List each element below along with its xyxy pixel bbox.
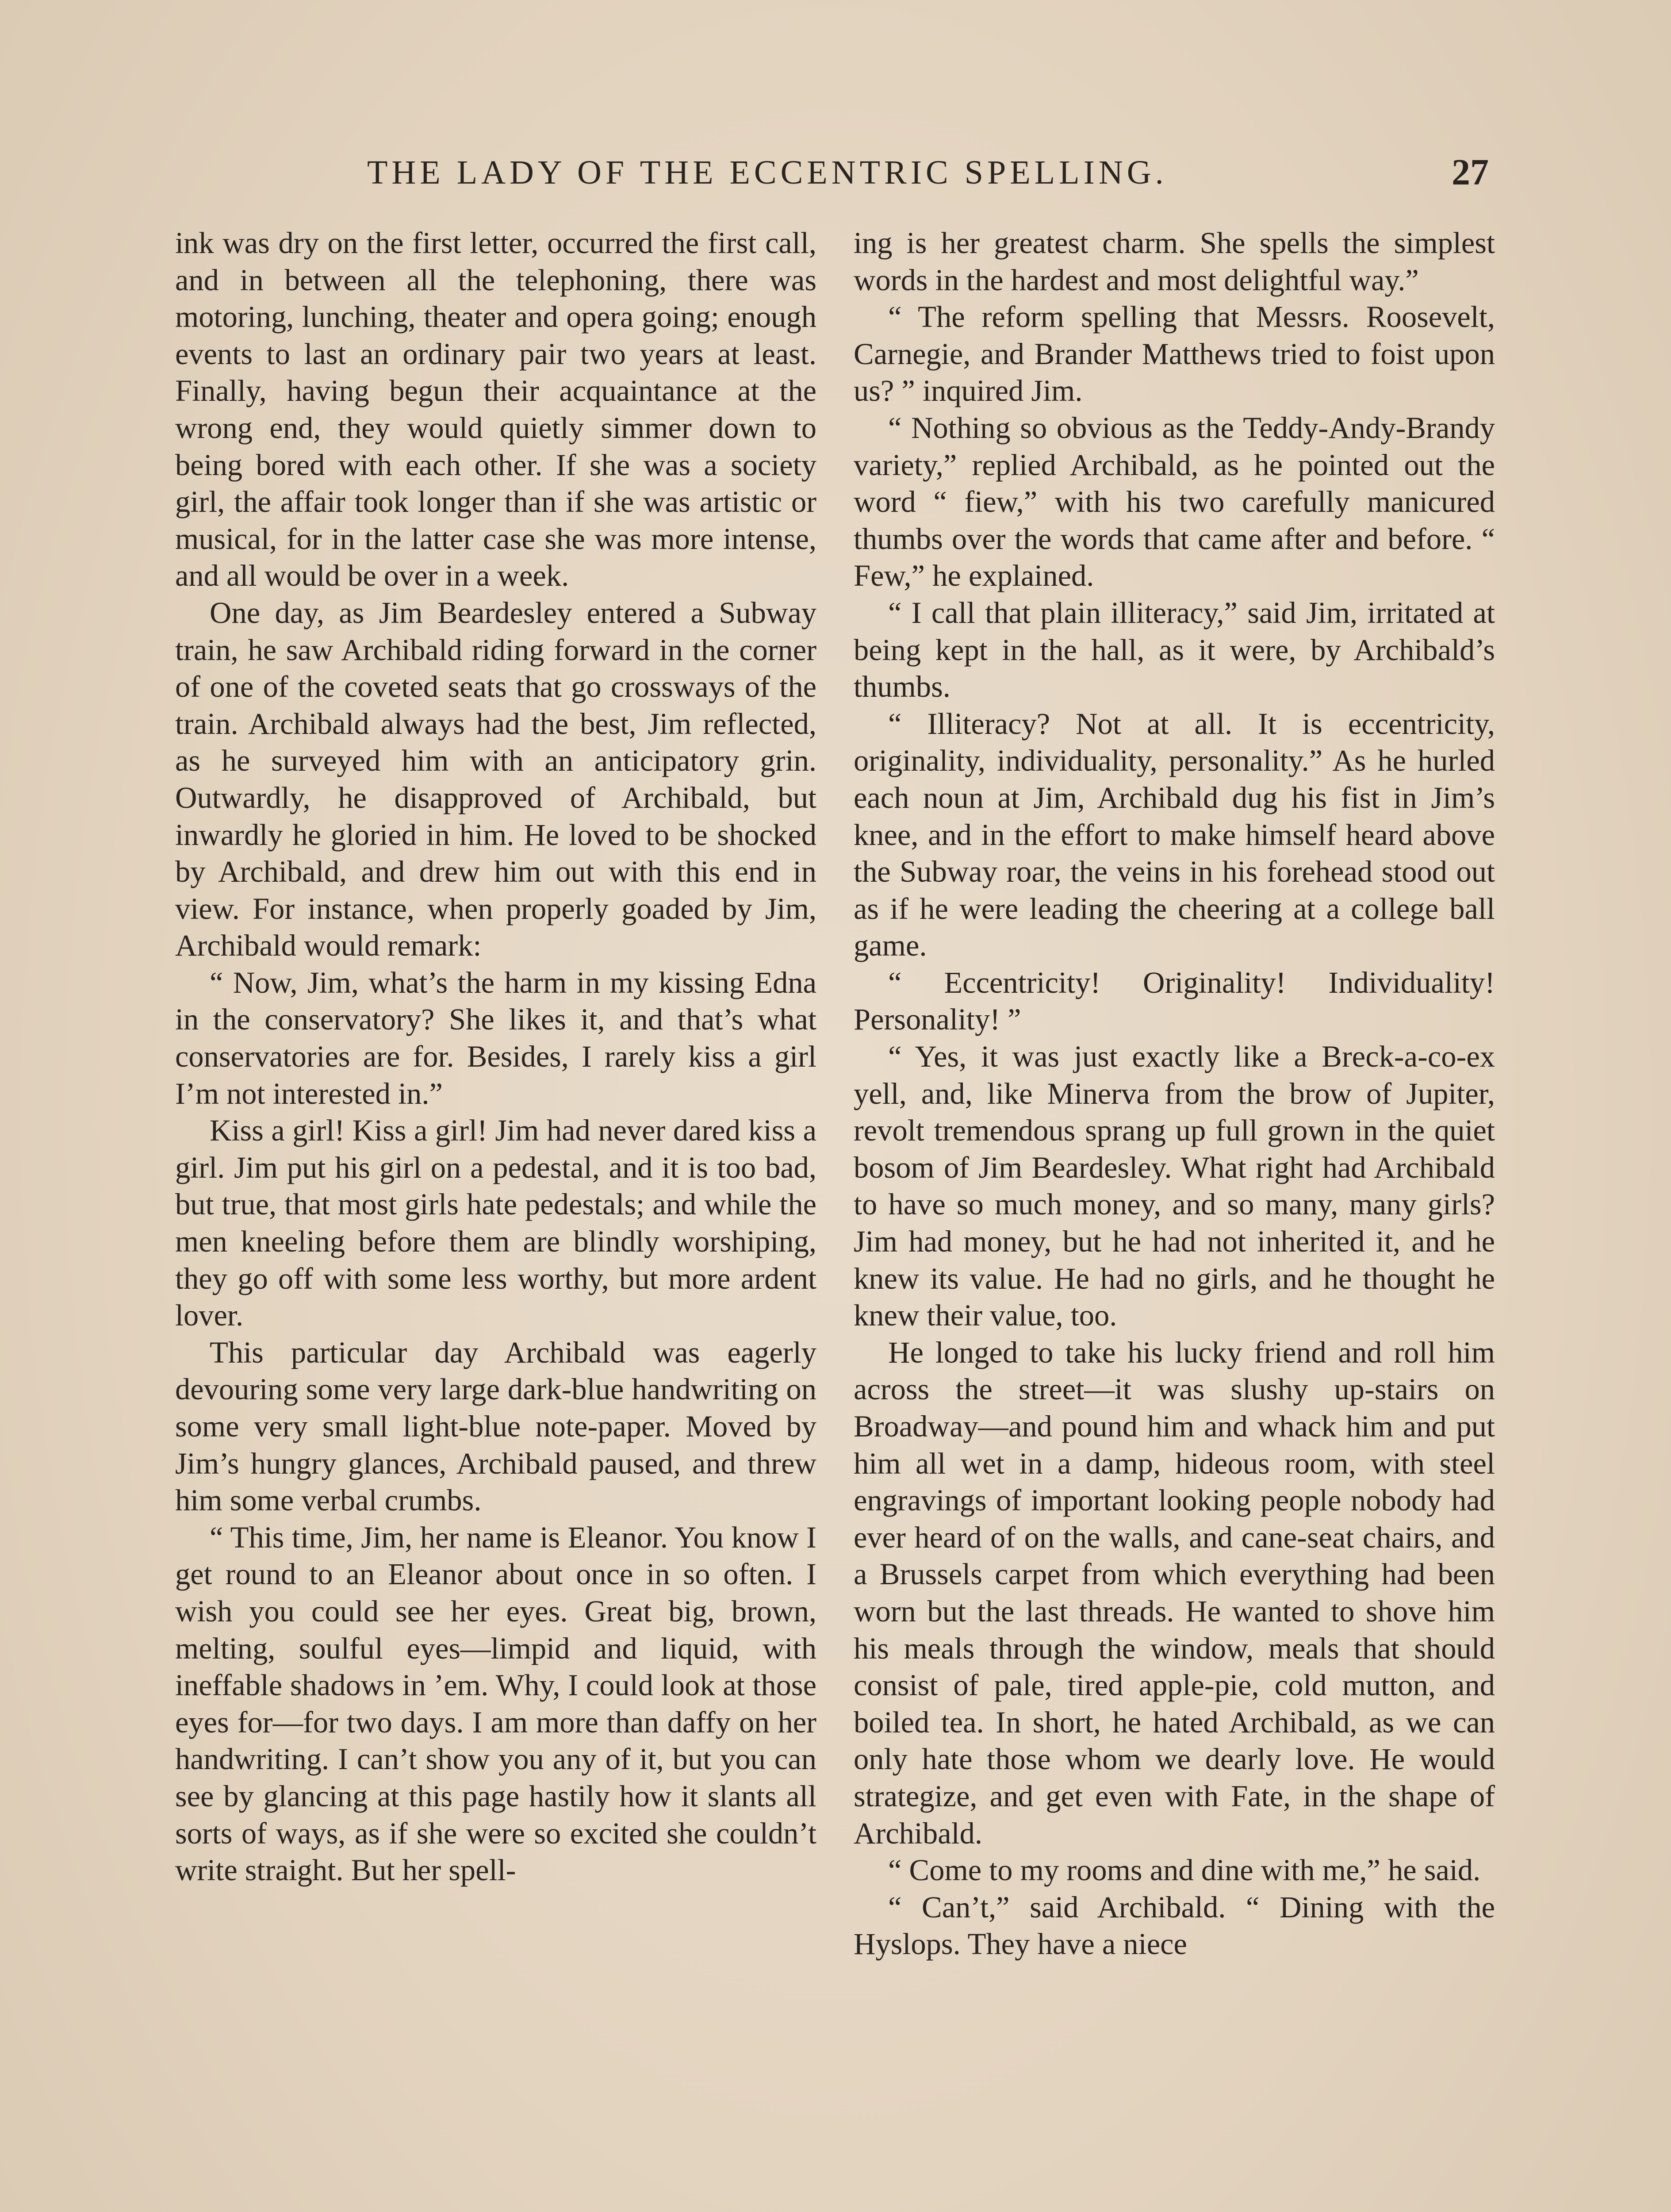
paragraph: Kiss a girl! Kiss a girl! Jim had never dared kiss a girl. Jim put his girl on a pedestal, and it is too bad, but true, that most girls hate pedestals; and while the men kneeling before them are blindly worshiping, they go off with some less worthy, but more ardent lover. — [175, 1114, 816, 1333]
paragraph: “ Come to my rooms and dine with me,” he said. — [888, 1853, 1481, 1887]
left-text-column — [175, 225, 816, 1889]
right-text-column — [854, 225, 1495, 1963]
paragraph: ing is her greatest charm. She spells the simplest words in the hardest and most delightful way.” — [854, 226, 1495, 297]
paragraph: “ Now, Jim, what’s the harm in my kissing Edna in the conservatory? She likes it, and that’s what conservatories are for. Besides, I rarely kiss a girl I’m not interested in.” — [175, 965, 816, 1110]
paragraph: “ Can’t,” said Archibald. “ Dining with the Hyslops. They have a niece — [854, 1890, 1495, 1961]
paragraph: “ Eccentricity! Originality! Individuality! Personality! ” — [854, 965, 1495, 1037]
paragraph: “ Illiteracy? Not at all. It is eccentricity, originality, individuality, personality.” As he hurled each noun at Jim, Archibald dug his fist in Jim’s knee, and in the effort to make himself heard above the Subway roar, the veins in his forehead stood out as if he were leading the cheering at a college ball game. — [854, 707, 1495, 963]
paragraph: ink was dry on the first letter, occurred the first call, and in between all the telephoning, there was motoring, lunching, theater and opera going; enough events to last an ordinary pair two years at least. Finally, having begun their acquaintance at the wrong end, they would quietly simmer down to being bored with each other. If she was a society girl, the affair took longer than if she was artistic or musical, for in the latter case she was more intense, and all would be over in a week. — [175, 226, 816, 593]
paragraph: One day, as Jim Beardesley entered a Subway train, he saw Archibald riding forward in the corner of one of the coveted seats that go crossways of the train. Archibald always had the best, Jim reflected, as he surveyed him with an anticipatory grin. Outwardly, he disapproved of Archibald, but inwardly he gloried in him. He loved to be shocked by Archibald, and drew him out with this end in view. For instance, when properly goaded by Jim, Archibald would remark: — [175, 595, 816, 963]
running-head — [0, 146, 1671, 199]
paragraph: This particular day Archibald was eagerly devouring some very large dark-blue handwriting on some very small light-blue note-paper. Moved by Jim’s hungry glances, Archibald paused, and threw him some verbal crumbs. — [175, 1335, 816, 1517]
paragraph: “ The reform spelling that Messrs. Roosevelt, Carnegie, and Brander Matthews tried to foist upon us? ” inquired Jim. — [854, 300, 1495, 408]
paragraph: “ Nothing so obvious as the Teddy-Andy-Brandy variety,” replied Archibald, as he pointed out the word “ fiew,” with his two carefully manicured thumbs over the words that came after and before. “ Few,” he explained. — [854, 411, 1495, 593]
paragraph: “ I call that plain illiteracy,” said Jim, irritated at being kept in the hall, as it were, by Archibald’s thumbs. — [854, 595, 1495, 704]
running-title: THE LADY OF THE ECCENTRIC SPELLING. — [367, 154, 1168, 191]
paragraph: “ This time, Jim, her name is Eleanor. You know I get round to an Eleanor about once in so often. I wish you could see her eyes. Great big, brown, melting, soulful eyes—limpid and liquid, with ineffable shadows in ’em. Why, I could look at those eyes for—for two days. I am more than daffy on her handwriting. I can’t show you any of it, but you can see by glancing at this page hastily how it slants all sorts of ways, as if she were so excited she couldn’t write straight. But her spell- — [175, 1520, 816, 1887]
paragraph: He longed to take his lucky friend and roll him across the street—it was slushy up-stairs on Broadway—and pound him and whack him and put him all wet in a damp, hideous room, with steel engravings of important looking people nobody had ever heard of on the walls, and cane-seat chairs, and a Brussels carpet from which everything had been worn but the last threads. He wanted to shove him his meals through the window, meals that should consist of pale, tired apple-pie, cold mutton, and boiled tea. In short, he hated Archibald, as we can only hate those whom we dearly love. He would strategize, and get even with Fate, in the shape of Archibald. — [854, 1335, 1495, 1850]
page-number: 27 — [1452, 152, 1489, 193]
paragraph: “ Yes, it was just exactly like a Breck-a-co-ex yell, and, like Minerva from the brow of Jupiter, revolt tremendous sprang up full grown in the quiet bosom of Jim Beardesley. What right had Archibald to have so much money, and so many, many girls? Jim had money, but he had not inherited it, and he knew its value. He had no girls, and he thought he knew their value, too. — [854, 1040, 1495, 1333]
